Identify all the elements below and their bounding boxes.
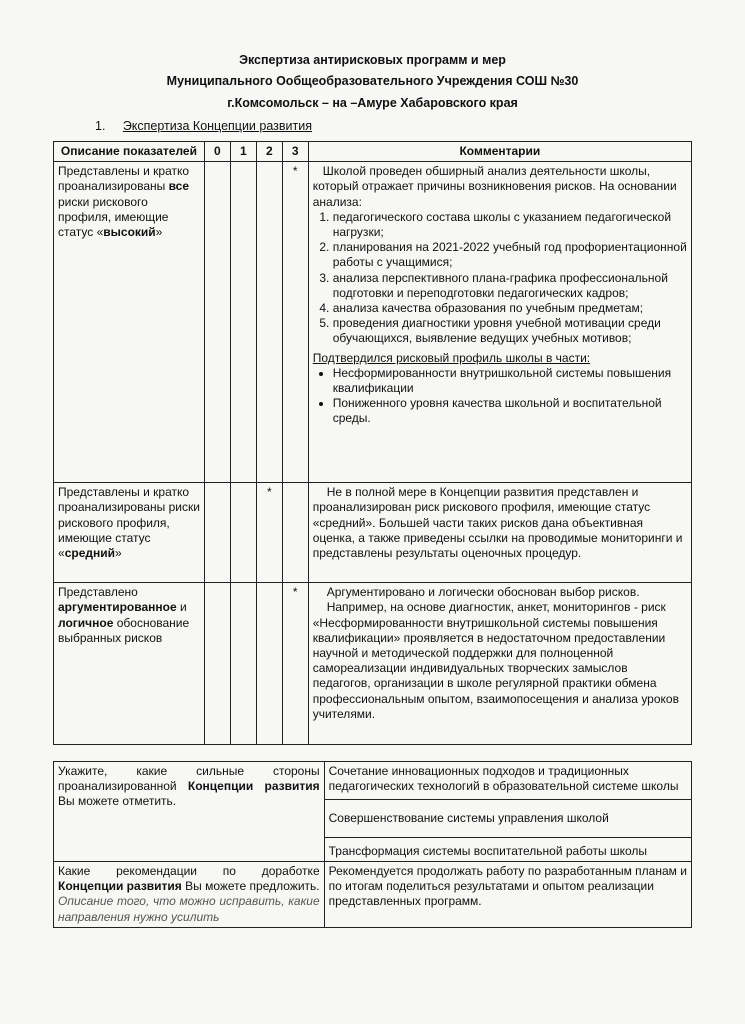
table-row bbox=[54, 862, 692, 928]
section-number: 1. bbox=[95, 119, 106, 133]
list-item: 3. анализа перспективного плана-графика профессиональной подготовки и переподготовки педагогических кадров; bbox=[333, 271, 687, 301]
row3-score-mark: * bbox=[282, 583, 308, 745]
section-heading bbox=[95, 119, 312, 133]
indicators-table bbox=[53, 141, 692, 745]
doc-title-line-2: Муниципального Ообщеобразовательного Учреждения СОШ №30 bbox=[166, 74, 579, 88]
table-header-row bbox=[54, 142, 692, 162]
row2-description: Представлены и кратко проанализированы риски рискового профиля, имеющие статус «средний» bbox=[54, 483, 205, 583]
strength-item: Сочетание инновационных подходов и традиционных педагогических технологий в образовательной системе школы bbox=[324, 762, 691, 800]
list-item: 4. анализа качества образования по учебным предметам; bbox=[333, 301, 687, 316]
row1-intro: Школой проведен обширный анализ деятельности школы, который отражает причины возникновения рисков. На основании анализа: bbox=[312, 164, 677, 209]
row2-comment: Не в полной мере в Концепции развития представлен и проанализирован риск рискового профиля, имеющие статус «средний». Большей части таких рисков дана объективная оценка, а также приведены ссылки на проводимые мониторинги и представлены результаты оценочных процедур. bbox=[308, 483, 691, 583]
list-item: 1. педагогического состава школы с указанием педагогической нагрузки; bbox=[333, 210, 687, 240]
list-item: • Пониженного уровня качества школьной и воспитательной среды. bbox=[333, 396, 687, 426]
list-item: • Несформированности внутришкольной системы повышения квалификации bbox=[333, 366, 687, 396]
doc-title-line-3: г.Комсомольск – на –Амуре Хабаровского края bbox=[227, 96, 518, 110]
recommendation-text: Рекомендуется продолжать работу по разработанным планам и по итогам поделиться результатами и опытом реализации представленных программ. bbox=[324, 862, 691, 928]
header-score-2: 2 bbox=[256, 142, 282, 162]
table-row bbox=[54, 762, 692, 800]
table-row bbox=[54, 162, 692, 483]
strength-item: Трансформация системы воспитательной работы школы bbox=[324, 838, 691, 862]
row3-comment: Аргументировано и логически обоснован выбор рисков. Например, на основе диагностик, анкет, мониторингов - риск «Несформированности внутришкольной системы повышения квалификации» проявляется в недостаточном предоставлении научной и методической поддержки для полноценной самореализации индивидуальных творческих замыслов педагогов, организации в школе регулярной практики обмена профессиональным опытом, взаимопосещения и анализа уроков учителями. bbox=[308, 583, 691, 745]
summary-table bbox=[53, 761, 692, 928]
strengths-question: Укажите, какие сильные стороны проанализированной Концепции развития Вы можете отметить. bbox=[54, 762, 325, 862]
row1-comment bbox=[308, 162, 691, 483]
header-description: Описание показателей bbox=[54, 142, 205, 162]
list-item: 5. проведения диагностики уровня учебной мотивации среди обучающихся, выявление ведущих учебных мотивов; bbox=[333, 316, 687, 346]
table-row bbox=[54, 483, 692, 583]
header-score-3: 3 bbox=[282, 142, 308, 162]
row2-score-mark: * bbox=[256, 483, 282, 583]
row3-description: Представлено аргументированное и логичное обоснование выбранных рисков bbox=[54, 583, 205, 745]
row1-description: Представлены и кратко проанализированы все риски рискового профиля, имеющие статус «высокий» bbox=[54, 162, 205, 483]
header-score-1: 1 bbox=[230, 142, 256, 162]
risk-bullet-list bbox=[313, 366, 687, 427]
risk-confirm-heading: Подтвердился рисковый профиль школы в части: bbox=[312, 350, 591, 365]
recommendations-question: Какие рекомендации по доработке Концепции развития Вы можете предложить. Описание того, что можно исправить, какие направления нужно усилить bbox=[54, 862, 325, 928]
analysis-list bbox=[313, 210, 687, 347]
row1-score-mark: * bbox=[282, 162, 308, 483]
list-item: 2. планирования на 2021-2022 учебный год профориентационной работы с учащимися; bbox=[333, 240, 687, 270]
doc-title-line-1: Экспертиза антирисковых программ и мер bbox=[239, 53, 506, 67]
table-row bbox=[54, 583, 692, 745]
recommendations-hint: Описание того, что можно исправить, какие направления нужно усилить bbox=[58, 894, 320, 924]
strength-item: Совершенствование системы управления школой bbox=[324, 800, 691, 838]
header-score-0: 0 bbox=[204, 142, 230, 162]
section-label: Экспертиза Концепции развития bbox=[122, 119, 312, 133]
header-comments: Комментарии bbox=[308, 142, 691, 162]
